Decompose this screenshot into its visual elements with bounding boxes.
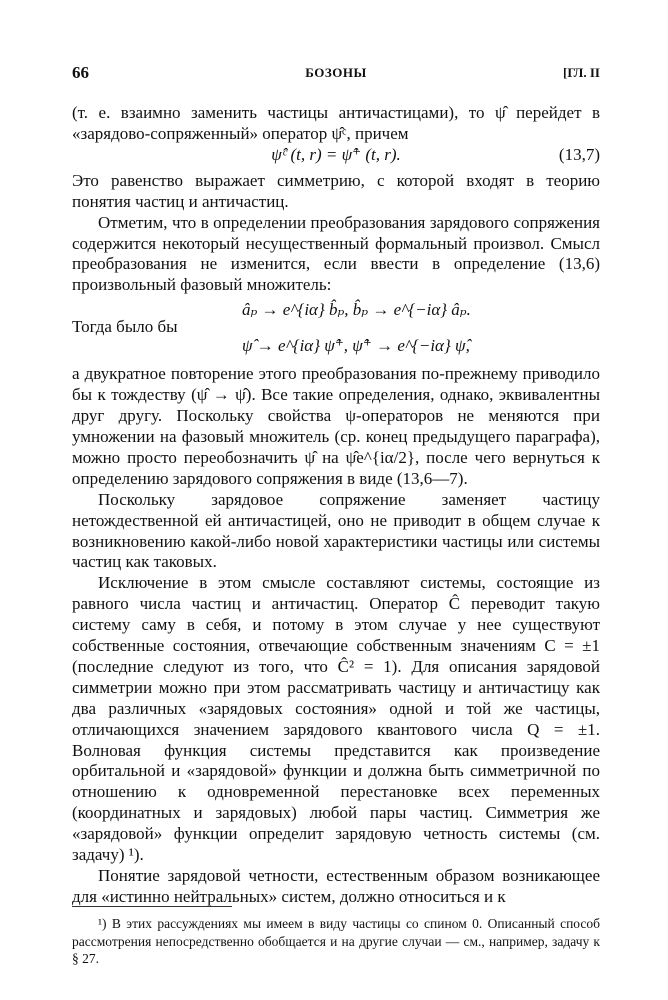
equation-number: (13,7) [558, 144, 600, 164]
phase-factor-equations [72, 300, 600, 362]
paragraph-1: (т. е. взаимно заменить частицы античастицами), то ψ̂ перейдет в «зарядово-сопряженный» оператор ψ̂ᶜ, причем [72, 103, 600, 143]
chapter-label: [ГЛ. II [563, 65, 600, 80]
page-number: 66 [72, 63, 89, 82]
equation-13-7-body: ψ̂ᶜ (t, r) = ψ̂⁺ (t, r). [271, 144, 401, 164]
running-header [72, 63, 600, 85]
paragraph-7: Понятие зарядовой четности, естественным образом возникающее для «истинно нейтральных» систем, должно относиться и к [72, 866, 600, 906]
footnote-divider [72, 906, 232, 907]
paragraph-3: Отметим, что в определении преобразования зарядового сопряжения содержится некоторый несущественный формальный произвол. Смысл преобразования не изменится, если ввести в определение (13,6) произвольный фазовый множитель: [72, 212, 600, 295]
equation-operators-a-b: âₚ → e^{iα} b̂ₚ, b̂ₚ → e^{−iα} âₚ. [242, 300, 471, 320]
paragraph-4: а двукратное повторение этого преобразования по-прежнему приводило бы к тождеству (ψ̂ → ψ̂). Все такие определения, однако, эквивалентны друг другу. Поскольку свойства ψ-операторов не меняются при умножении на фазовый множитель (ср. конец предыдущего параграфа), можно просто переобозначить ψ̂ на ψ̂e^{iα/2}, после чего вернуться к определению зарядового сопряжения в виде (13,6—7). [72, 364, 600, 488]
paragraph-5: Поскольку зарядовое сопряжение заменяет частицу нетождественной ей античастицей, оно не приводит в общем случае к возникновению какой-либо новой характеристики частицы или системы частиц как таковых. [72, 489, 600, 572]
equation-13-7 [72, 145, 600, 171]
footnote-text: ¹) В этих рассуждениях мы имеем в виду частицы со спином 0. Описанный способ рассмотрения непосредственно обобщается и на другие случаи — см., например, задачу к § 27. [72, 916, 600, 966]
running-title: БОЗОНЫ [305, 65, 367, 80]
main-text [72, 103, 600, 908]
footnote [72, 915, 600, 968]
equation-lead-text: Тогда было бы [72, 317, 178, 337]
equation-operators-psi: ψ̂ → e^{iα} ψ̂⁺, ψ̂⁺ → e^{−iα} ψ̂, [242, 336, 470, 356]
paragraph-2: Это равенство выражает симметрию, с которой входят в теорию понятия частиц и античастиц. [72, 170, 600, 211]
paragraph-6: Исключение в этом смысле составляют системы, состоящие из равного числа частиц и античастиц. Оператор Ĉ переводит такую систему саму в себя, и потому в этом случае у нее существуют собственные состояния, отвечающие собственным значениям C = ±1 (последние следуют из того, что Ĉ² = 1). Для описания зарядовой симметрии можно при этом рассматривать частицу и античастицу как два различных «зарядовых состояния» одной и той же частицы, отличающихся значением зарядового квантового числа Q = ±1. Волновая функция системы представится как произведение орбитальной и «зарядовой» функции и должна быть симметричной по отношению к одновременной перестановке всех переменных (координатных и зарядовых) любой пары частиц. Симметрия же «зарядовой» функции определит зарядовую четность системы (см. задачу) ¹). [72, 573, 600, 865]
